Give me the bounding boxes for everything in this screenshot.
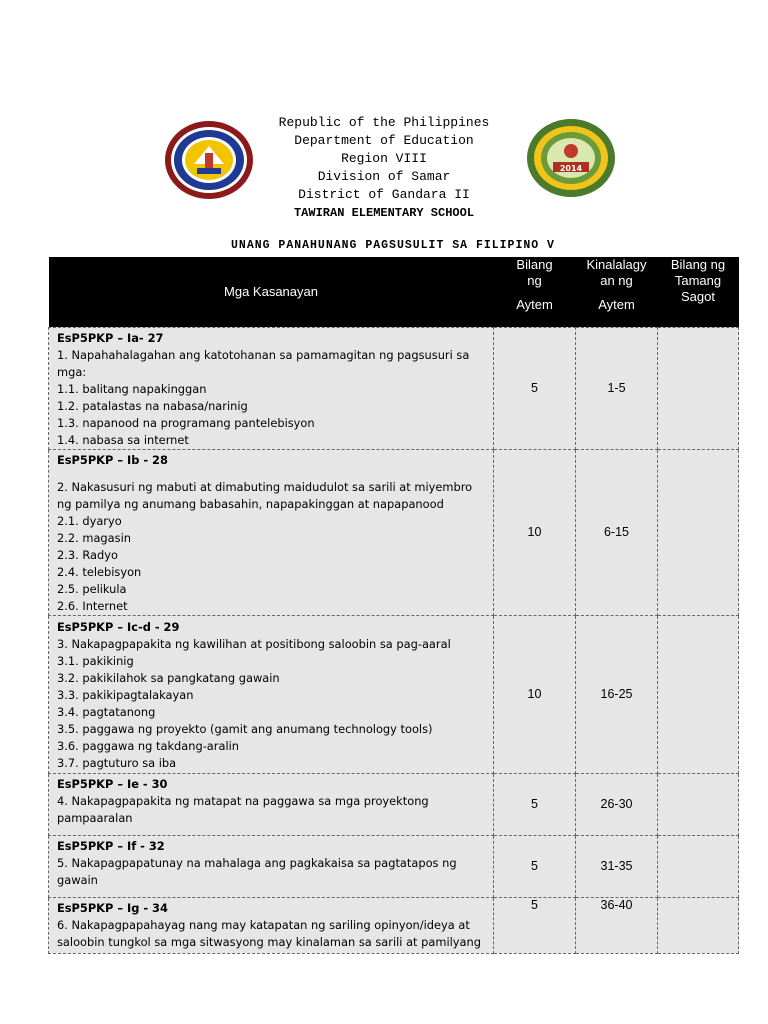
placement-cell: 16-25: [576, 615, 658, 773]
competency-cell: [49, 327, 494, 449]
competency-cell: [49, 835, 494, 897]
competency-sub: 3.3. pakikipagtalakayan: [57, 687, 194, 702]
header-placement-l2: an ng: [600, 273, 633, 288]
letterhead-line-5: District of Gandara II: [298, 187, 470, 202]
header-competency: Mga Kasanayan: [49, 257, 494, 327]
exam-title: UNANG PANAHUNANG PAGSUSULIT SA FILIPINO V: [231, 239, 555, 252]
competency-sub: 3.4. pagtatanong: [57, 704, 156, 719]
letterhead-line-2: Department of Education: [294, 133, 474, 148]
svg-text:2014: 2014: [559, 164, 583, 173]
placement-cell: 26-30: [576, 773, 658, 835]
table-row: [49, 897, 739, 953]
competency-sub: 1.3. napanood na programang pantelebisyon: [57, 415, 315, 430]
competency-sub: 3.2. pakikilahok sa pangkatang gawain: [57, 670, 280, 685]
competency-code: EsP5PKP – Ic-d - 29: [57, 619, 180, 634]
correct-cell: [658, 615, 739, 773]
table-row: [49, 449, 739, 615]
competency-sub: 2.1. dyaryo: [57, 513, 122, 528]
letterhead-line-1: Republic of the Philippines: [278, 115, 490, 130]
competency-desc: 4. Nakapagpapakita ng matapat na paggawa sa mga proyektong pampaaralan: [57, 793, 429, 825]
header-correct-l1: Bilang ng: [670, 257, 726, 272]
placement-cell: 1-5: [576, 327, 658, 449]
competency-sub: 1.4. nabasa sa internet: [57, 432, 189, 447]
competency-desc: 1. Napahahalagahan ang katotohanan sa pamamagitan ng pagsusuri sa mga:: [57, 347, 470, 379]
competency-sub: 3.1. pakikinig: [57, 653, 134, 668]
competency-code: EsP5PKP – Ie - 30: [57, 776, 168, 791]
items-count-cell: 5: [494, 773, 576, 835]
competency-sub: 2.4. telebisyon: [57, 564, 142, 579]
correct-cell: [658, 327, 739, 449]
competency-code: EsP5PKP – Ib - 28: [57, 452, 168, 467]
correct-cell: [658, 897, 739, 953]
table-of-specifications: [48, 257, 739, 954]
competency-cell: [49, 449, 494, 615]
header-correct-l3: Sagot: [681, 289, 715, 304]
header-items-count: [494, 257, 576, 327]
school-name: TAWIRAN ELEMENTARY SCHOOL: [293, 206, 475, 220]
competency-sub: 2.5. pelikula: [57, 581, 127, 596]
competency-desc: 5. Nakapagpapatunay na mahalaga ang pagkakaisa sa pagtatapos ng gawain: [57, 855, 457, 887]
header-items-count-l1: Bilang: [516, 257, 553, 272]
correct-cell: [658, 449, 739, 615]
placement-cell: 6-15: [576, 449, 658, 615]
letterhead-line-4: Division of Samar: [317, 169, 451, 184]
competency-sub: 3.7. pagtuturo sa iba: [57, 755, 177, 770]
competency-sub: 2.3. Radyo: [57, 547, 118, 562]
competency-sub: 3.5. paggawa ng proyekto (gamit ang anumang technology tools): [57, 721, 433, 736]
placement-cell: 31-35: [576, 835, 658, 897]
header-correct: [658, 257, 739, 327]
items-count-cell: 10: [494, 449, 576, 615]
table-row: [49, 773, 739, 835]
table-row: [49, 835, 739, 897]
header-items-count-l2: ng: [527, 273, 542, 288]
header-placement-l1: Kinalalagy: [586, 257, 647, 272]
items-count-cell: 5: [494, 835, 576, 897]
competency-sub: 2.6. Internet: [57, 598, 128, 613]
correct-cell: [658, 773, 739, 835]
header-placement-l4: Aytem: [598, 297, 635, 312]
items-count-cell: 5: [494, 897, 576, 953]
header-items-count-l4: Aytem: [516, 297, 553, 312]
competency-code: EsP5PKP – Ig - 34: [57, 900, 168, 915]
table-row: [49, 615, 739, 773]
competency-sub: 2.2. magasin: [57, 530, 131, 545]
competency-sub: 3.6. paggawa ng takdang-aralin: [57, 738, 239, 753]
correct-cell: [658, 835, 739, 897]
competency-sub: 1.1. balitang napakinggan: [57, 381, 207, 396]
header-placement-l3: [576, 289, 658, 297]
competency-cell: [49, 773, 494, 835]
header-correct-l2: Tamang: [674, 273, 722, 288]
items-count-cell: 5: [494, 327, 576, 449]
items-count-cell: 10: [494, 615, 576, 773]
letterhead-line-3: Region VIII: [341, 151, 427, 166]
competency-code: EsP5PKP – Ia- 27: [57, 330, 164, 345]
header-placement: [576, 257, 658, 327]
table-row: [49, 327, 739, 449]
competency-desc: 3. Nakapagpapakita ng kawilihan at positibong saloobin sa pag-aaral: [57, 636, 451, 651]
competency-desc: 2. Nakasusuri ng mabuti at dimabuting maidudulot sa sarili at miyembro ng pamilya ng anumang babasahin, napapakinggan at napapanood: [57, 479, 473, 511]
competency-cell: [49, 897, 494, 953]
letterhead: [200, 114, 568, 222]
placement-cell: 36-40: [576, 897, 658, 953]
competency-cell: [49, 615, 494, 773]
competency-code: EsP5PKP – If - 32: [57, 838, 165, 853]
header-items-count-l3: [494, 289, 576, 297]
competency-desc: 6. Nakapagpapahayag nang may katapatan ng sariling opinyon/ideya at saloobin tungkol sa mga sitwasyong may kinalaman sa sarili at pamilyang: [57, 917, 481, 949]
competency-sub: 1.2. patalastas na nabasa/narinig: [57, 398, 248, 413]
